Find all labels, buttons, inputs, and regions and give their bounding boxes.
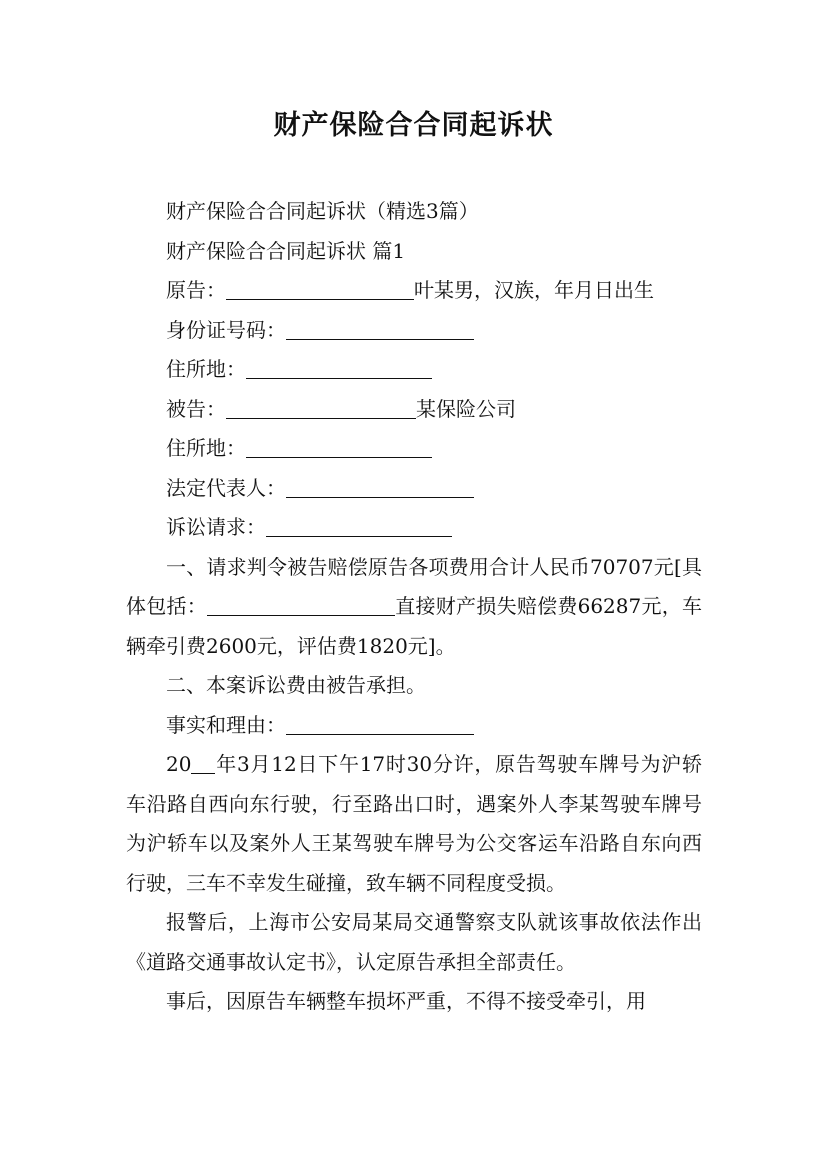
fill-blank: [226, 277, 414, 300]
facts-paragraph-2: 报警后，上海市公安局某局交通警察支队就该事故依法作出《道路交通事故认定书》，认定原告承担全部责任。: [126, 910, 702, 974]
claim-1-text-a: 一、请求判令被告赔偿原告各项费用合计人民币70707元[具体包括：: [126, 554, 702, 618]
claims-line: [126, 508, 702, 548]
fill-blank: [286, 712, 474, 735]
facts-label: 事实和理由：: [166, 712, 286, 737]
facts-paragraph-1: [126, 745, 702, 903]
fill-blank: [226, 396, 416, 419]
fill-blank: [266, 514, 452, 537]
article-heading: 财产保险合合同起诉状 篇1: [166, 238, 406, 263]
claims-label: 诉讼请求：: [166, 515, 266, 539]
year-prefix: 20: [166, 752, 192, 776]
address2-label: 住所地：: [166, 436, 246, 460]
id-line: [126, 311, 702, 351]
defendant-line: [126, 390, 702, 430]
defendant-info: 某保险公司: [416, 396, 516, 421]
facts-paragraph-3: 事后，因原告车辆整车损坏严重，不得不接受牵引，用: [166, 989, 646, 1013]
legal-rep-line: [126, 469, 702, 509]
subtitle: 财产保险合合同起诉状（精选3篇）: [166, 199, 479, 223]
claim-1-text-b: 直接财产损失赔偿费66287元，车辆牵引费2600元，评估费1820元]。: [126, 594, 702, 658]
facts-line: [126, 706, 702, 746]
defendant-label: 被告：: [166, 396, 226, 421]
fill-blank: [246, 435, 432, 458]
document-title: 财产保险合合同起诉状: [273, 110, 554, 141]
fill-blank: [207, 593, 395, 616]
legal-rep-label: 法定代表人：: [166, 475, 286, 500]
address2-line: [126, 429, 702, 469]
claim-1: [126, 548, 702, 667]
fill-blank: [286, 317, 474, 340]
claim-2: 二、本案诉讼费由被告承担。: [166, 673, 426, 697]
plaintiff-label: 原告：: [166, 278, 226, 302]
plaintiff-info: 叶某男，汉族，年月日出生: [414, 278, 654, 302]
plaintiff-line: [126, 271, 702, 311]
address-label: 住所地：: [166, 357, 246, 381]
facts-1-text: 年3月12日下午17时30分许，原告驾驶车牌号为沪轿车沿路自西向东行驶，行至路出口时，遇案外人李某驾驶车牌号为沪轿车以及案外人王某驾驶车牌号为公交客运车沿路自东向西行驶，三车不幸发生碰撞，致车辆不同程度受损。: [126, 752, 702, 895]
fill-blank: [191, 751, 215, 774]
fill-blank: [286, 475, 474, 498]
id-label: 身份证号码：: [166, 317, 286, 342]
document-body: [126, 192, 702, 1022]
fill-blank: [246, 356, 432, 379]
address-line: [126, 350, 702, 390]
